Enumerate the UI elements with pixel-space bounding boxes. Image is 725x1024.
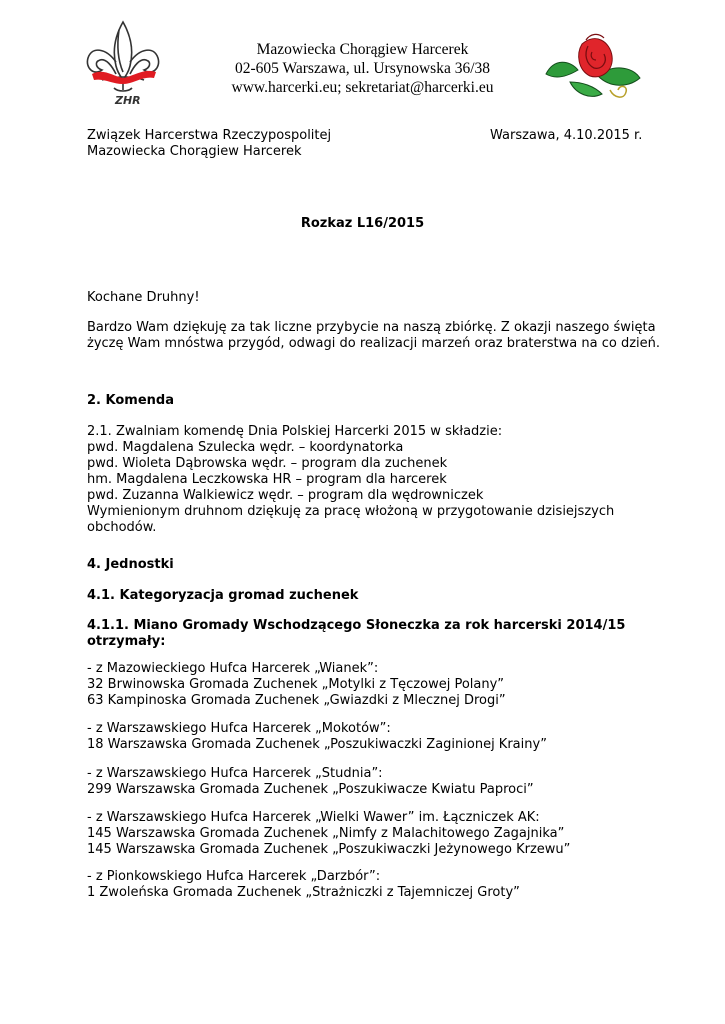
hufiec-line: - z Warszawskiego Hufca Harcerek „Studnia”:: [87, 766, 383, 781]
section-2-body: [87, 424, 614, 536]
intro-line-2: życzę Wam mnóstwa przygód, odwagi do realizacji marzeń oraz braterstwa na co dzień.: [87, 336, 660, 351]
unit-line: 63 Kampinoska Gromada Zuchenek „Gwiazdki z Mlecznej Drogi”: [87, 693, 506, 708]
group-block: [87, 869, 520, 901]
hufiec-line: - z Warszawskiego Hufca Harcerek „Mokotów”:: [87, 721, 391, 736]
section-2-heading: 2. Komenda: [87, 393, 174, 408]
sender-line-2: Mazowiecka Chorągiew Harcerek: [87, 144, 302, 159]
section-4-heading: 4. Jednostki: [87, 557, 174, 572]
group-block: [87, 661, 506, 709]
unit-line: 299 Warszawska Gromada Zuchenek „Poszukiwacze Kwiatu Paproci”: [87, 782, 534, 797]
letterhead-contact: www.harcerki.eu; sekretariat@harcerki.eu: [231, 79, 494, 96]
hufiec-line: - z Warszawskiego Hufca Harcerek „Wielki Wawer” im. Łączniczek AK:: [87, 810, 540, 825]
letterhead-org: Mazowiecka Chorągiew Harcerek: [256, 41, 469, 58]
section-2-line: obchodów.: [87, 520, 157, 535]
sender-line-1: Związek Harcerstwa Rzeczypospolitej: [87, 128, 332, 143]
zhr-logo-text: ZHR: [115, 94, 141, 107]
unit-line: 145 Warszawska Gromada Zuchenek „Poszukiwaczki Jeżynowego Krzewu”: [87, 842, 571, 857]
unit-line: 18 Warszawska Gromada Zuchenek „Poszukiwaczki Zaginionej Krainy”: [87, 737, 547, 752]
unit-line: 145 Warszawska Gromada Zuchenek „Nimfy z Malachitowego Zagajnika”: [87, 826, 565, 841]
section-2-line: hm. Magdalena Leczkowska HR – program dla harcerek: [87, 472, 447, 487]
unit-line: 32 Brwinowska Gromada Zuchenek „Motylki z Tęczowej Polany”: [87, 677, 505, 692]
group-block: [87, 766, 534, 798]
letterhead-address: 02-605 Warszawa, ul. Ursynowska 36/38: [234, 60, 491, 77]
greeting: Kochane Druhny!: [87, 290, 200, 305]
section-4-1-heading: 4.1. Kategoryzacja gromad zuchenek: [87, 588, 359, 603]
section-4-1-1-line-2: otrzymały:: [87, 634, 166, 649]
hufiec-line: - z Mazowieckiego Hufca Harcerek „Wianek”:: [87, 661, 379, 676]
place-date: Warszawa, 4.10.2015 r.: [490, 128, 643, 143]
intro-line-1: Bardzo Wam dziękuję za tak liczne przybycie na naszą zbiórkę. Z okazji naszego święta: [87, 320, 656, 335]
rose-logo: [540, 24, 644, 108]
section-2-line: pwd. Wioleta Dąbrowska wędr. – program dla zuchenek: [87, 456, 448, 471]
letterhead: [170, 40, 555, 97]
intro-paragraph: [87, 320, 660, 352]
sender-block: [87, 128, 331, 160]
group-block: [87, 810, 570, 858]
group-block: [87, 721, 547, 753]
section-2-line: pwd. Magdalena Szulecka wędr. – koordynatorka: [87, 440, 404, 455]
zhr-lily-logo: [82, 18, 164, 108]
section-2-line: Wymienionym druhnom dziękuję za pracę włożoną w przygotowanie dzisiejszych: [87, 504, 615, 519]
section-4-1-1-line-1: 4.1.1. Miano Gromady Wschodzącego Słoneczka za rok harcerski 2014/15: [87, 618, 626, 633]
hufiec-line: - z Pionkowskiego Hufca Harcerek „Darzbór”:: [87, 869, 381, 884]
section-2-line: pwd. Zuzanna Walkiewicz wędr. – program dla wędrowniczek: [87, 488, 484, 503]
section-2-line: 2.1. Zwalniam komendę Dnia Polskiej Harcerki 2015 w składzie:: [87, 424, 503, 439]
section-4-1-1-heading: [87, 618, 625, 650]
order-title: Rozkaz L16/2015: [300, 216, 425, 231]
unit-line: 1 Zwoleńska Gromada Zuchenek „Strażniczki z Tajemniczej Groty”: [87, 885, 520, 900]
